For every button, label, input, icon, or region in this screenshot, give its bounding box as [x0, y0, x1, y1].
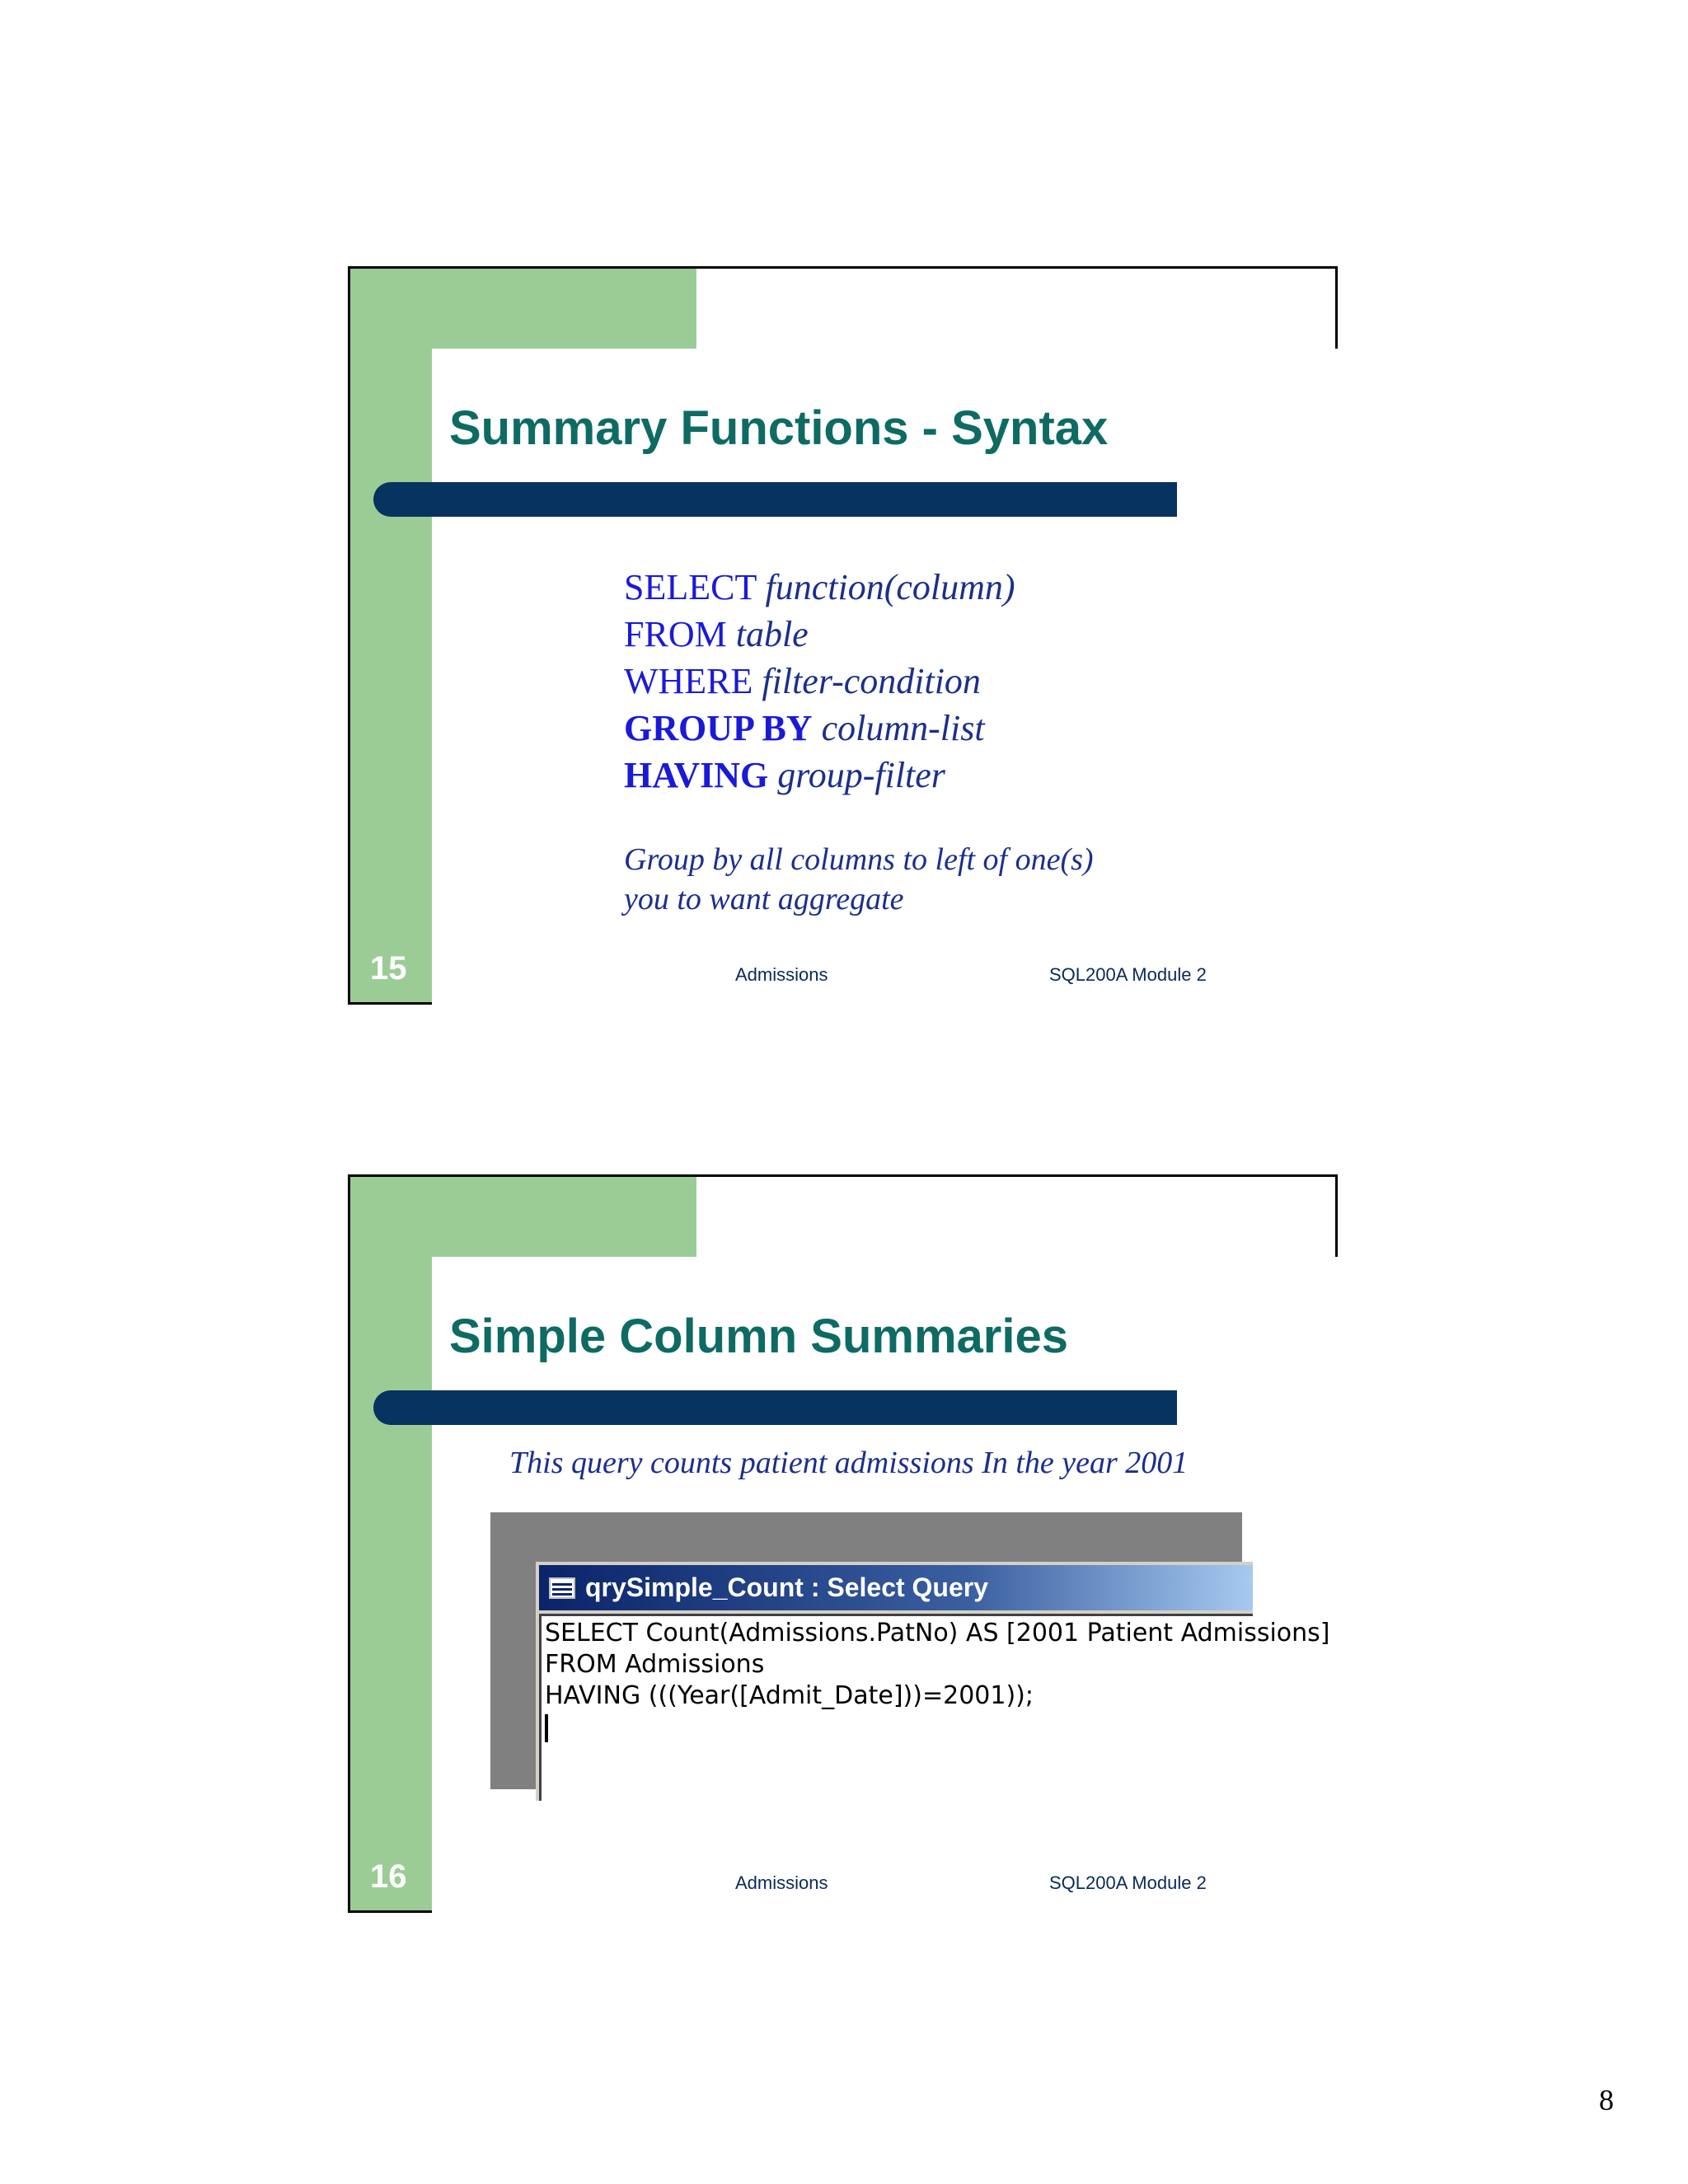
slide-accent-top	[350, 1177, 696, 1257]
syntax-line-where	[624, 658, 1015, 705]
text-cursor	[545, 1712, 1253, 1743]
slide-accent-strip	[350, 269, 432, 1002]
page-number: 8	[1599, 2083, 1614, 2116]
slide-accent-top	[350, 269, 696, 349]
syntax-keyword: WHERE	[624, 661, 753, 701]
sql-line: HAVING (((Year([Admit_Date]))=2001));	[545, 1681, 1034, 1710]
syntax-argument: group-filter	[777, 755, 945, 795]
syntax-argument: function(column)	[765, 567, 1015, 607]
syntax-keyword: GROUP BY	[624, 708, 813, 748]
slide-15	[348, 266, 1338, 1005]
slide-16	[348, 1174, 1338, 1913]
sql-line: FROM Admissions	[545, 1650, 765, 1679]
query-screenshot	[490, 1512, 1330, 1789]
query-window	[536, 1562, 1330, 1801]
syntax-argument: filter-condition	[762, 661, 981, 701]
syntax-keyword: SELECT	[624, 567, 757, 607]
syntax-line-group-by	[624, 705, 1015, 752]
slide-accent-strip	[350, 1177, 432, 1910]
slide-number: 15	[370, 950, 407, 987]
note-line: you to want aggregate	[624, 882, 904, 916]
sql-line: SELECT Count(Admissions.PatNo) AS [2001 Patient Admissions]	[545, 1619, 1330, 1647]
sql-editor	[539, 1614, 1330, 1801]
slide-title: Simple Column Summaries	[449, 1310, 1068, 1363]
syntax-argument: table	[735, 614, 809, 654]
syntax-line-from	[624, 611, 1015, 658]
syntax-argument: column-list	[821, 708, 985, 748]
slide-title: Summary Functions - Syntax	[449, 401, 1109, 455]
title-underline-bar	[373, 1390, 1177, 1425]
note-line: Group by all columns to left of one(s)	[624, 842, 1094, 877]
slide-description: This query counts patient admissions In the year 2001	[509, 1446, 1189, 1480]
sql-syntax-block	[624, 564, 1015, 799]
title-underline-bar	[373, 482, 1177, 517]
footer-left: Admissions	[735, 964, 828, 985]
query-window-titlebar	[539, 1565, 1253, 1610]
footer-left: Admissions	[735, 1872, 828, 1893]
footer-right: SQL200A Module 2	[1049, 964, 1207, 985]
syntax-line-select	[624, 564, 1015, 611]
syntax-note	[624, 840, 1094, 919]
query-window-title: qrySimple_Count : Select Query	[585, 1572, 989, 1602]
slide-number: 16	[370, 1858, 407, 1895]
syntax-keyword: HAVING	[624, 755, 769, 795]
datasheet-icon	[549, 1577, 575, 1599]
footer-right: SQL200A Module 2	[1049, 1872, 1207, 1893]
syntax-keyword: FROM	[624, 614, 727, 654]
syntax-line-having	[624, 752, 1015, 799]
